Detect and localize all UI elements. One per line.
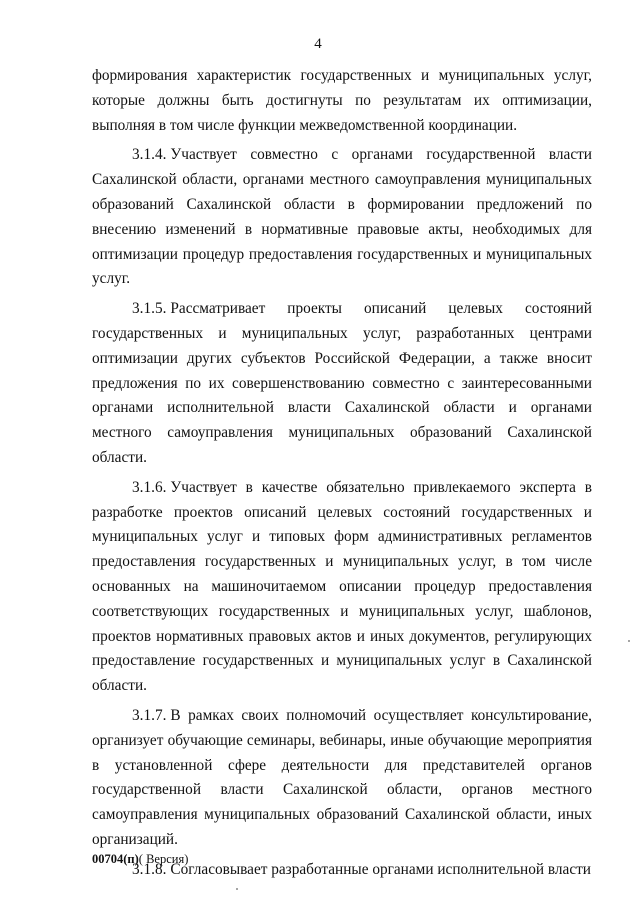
paragraph-3-1-4 [92, 143, 592, 292]
paragraph-number: 3.1.6. [132, 478, 167, 496]
paragraph-3-1-5 [92, 297, 592, 471]
paragraph-number: 3.1.5. [132, 300, 167, 318]
paragraph-text: Рассматривает проекты описаний целевых состояний государственных и муниципальных услуг, разработанных центрами оптимизации других субъектов Российской Федерации, а также вносит предложения по их совершенствованию совместно с заинтересованными органами исполнительной власти Сахалинской области и органами местного самоуправления муниципальных образований Сахалинской области. [92, 300, 592, 466]
paragraph-number: 3.1.8. [132, 860, 167, 878]
scan-speck [628, 640, 630, 642]
paragraph-number: 3.1.4. [132, 146, 167, 164]
page-number: 4 [314, 36, 322, 52]
paragraph-number: 3.1.7. [132, 706, 167, 724]
paragraph-text: формирования характеристик государственных и муниципальных услуг, которые должны быть достигнуты по результатам их оптимизации, выполняя в том числе функции межведомственной координации. [92, 67, 592, 134]
document-version-label: ( Версия) [138, 852, 189, 866]
paragraph-text: Согласовывает разработанные органами исполнительной власти [170, 860, 591, 878]
document-footer [92, 852, 188, 867]
document-code: 00704(п) [92, 852, 139, 866]
paragraph-text: Участвует совместно с органами государственной власти Сахалинской области, органами местного самоуправления муниципальных образований Сахалинской области в формировании предложений по внесению изменений в нормативные правовые акты, необходимых для оптимизации процедур предоставления государственных и муниципальных услуг. [92, 146, 592, 288]
paragraph-3-1-6 [92, 476, 592, 699]
scan-speck [236, 888, 238, 890]
paragraph-text: В рамках своих полномочий осуществляет консультирование, организует обучающие семинары, вебинары, иные обучающие мероприятия в установленной сфере деятельности для представителей органов государственной власти Сахалинской области, органов местного самоуправления муниципальных образований Сахалинской области, иных организаций. [92, 706, 592, 848]
paragraph-continuation [92, 64, 592, 138]
document-body [92, 64, 592, 888]
paragraph-text: Участвует в качестве обязательно привлекаемого эксперта в разработке проектов описаний целевых состояний государственных и муниципальных услуг и типовых форм административных регламентов предоставления государственных и муниципальных услуг, в том числе основанных на машиночитаемом описании процедур предоставления соответствующих государственных и муниципальных услуг, шаблонов, проектов нормативных правовых актов и иных документов, регулирующих предоставление государственных и муниципальных услуг в Сахалинской области. [92, 478, 592, 695]
paragraph-3-1-7 [92, 704, 592, 853]
